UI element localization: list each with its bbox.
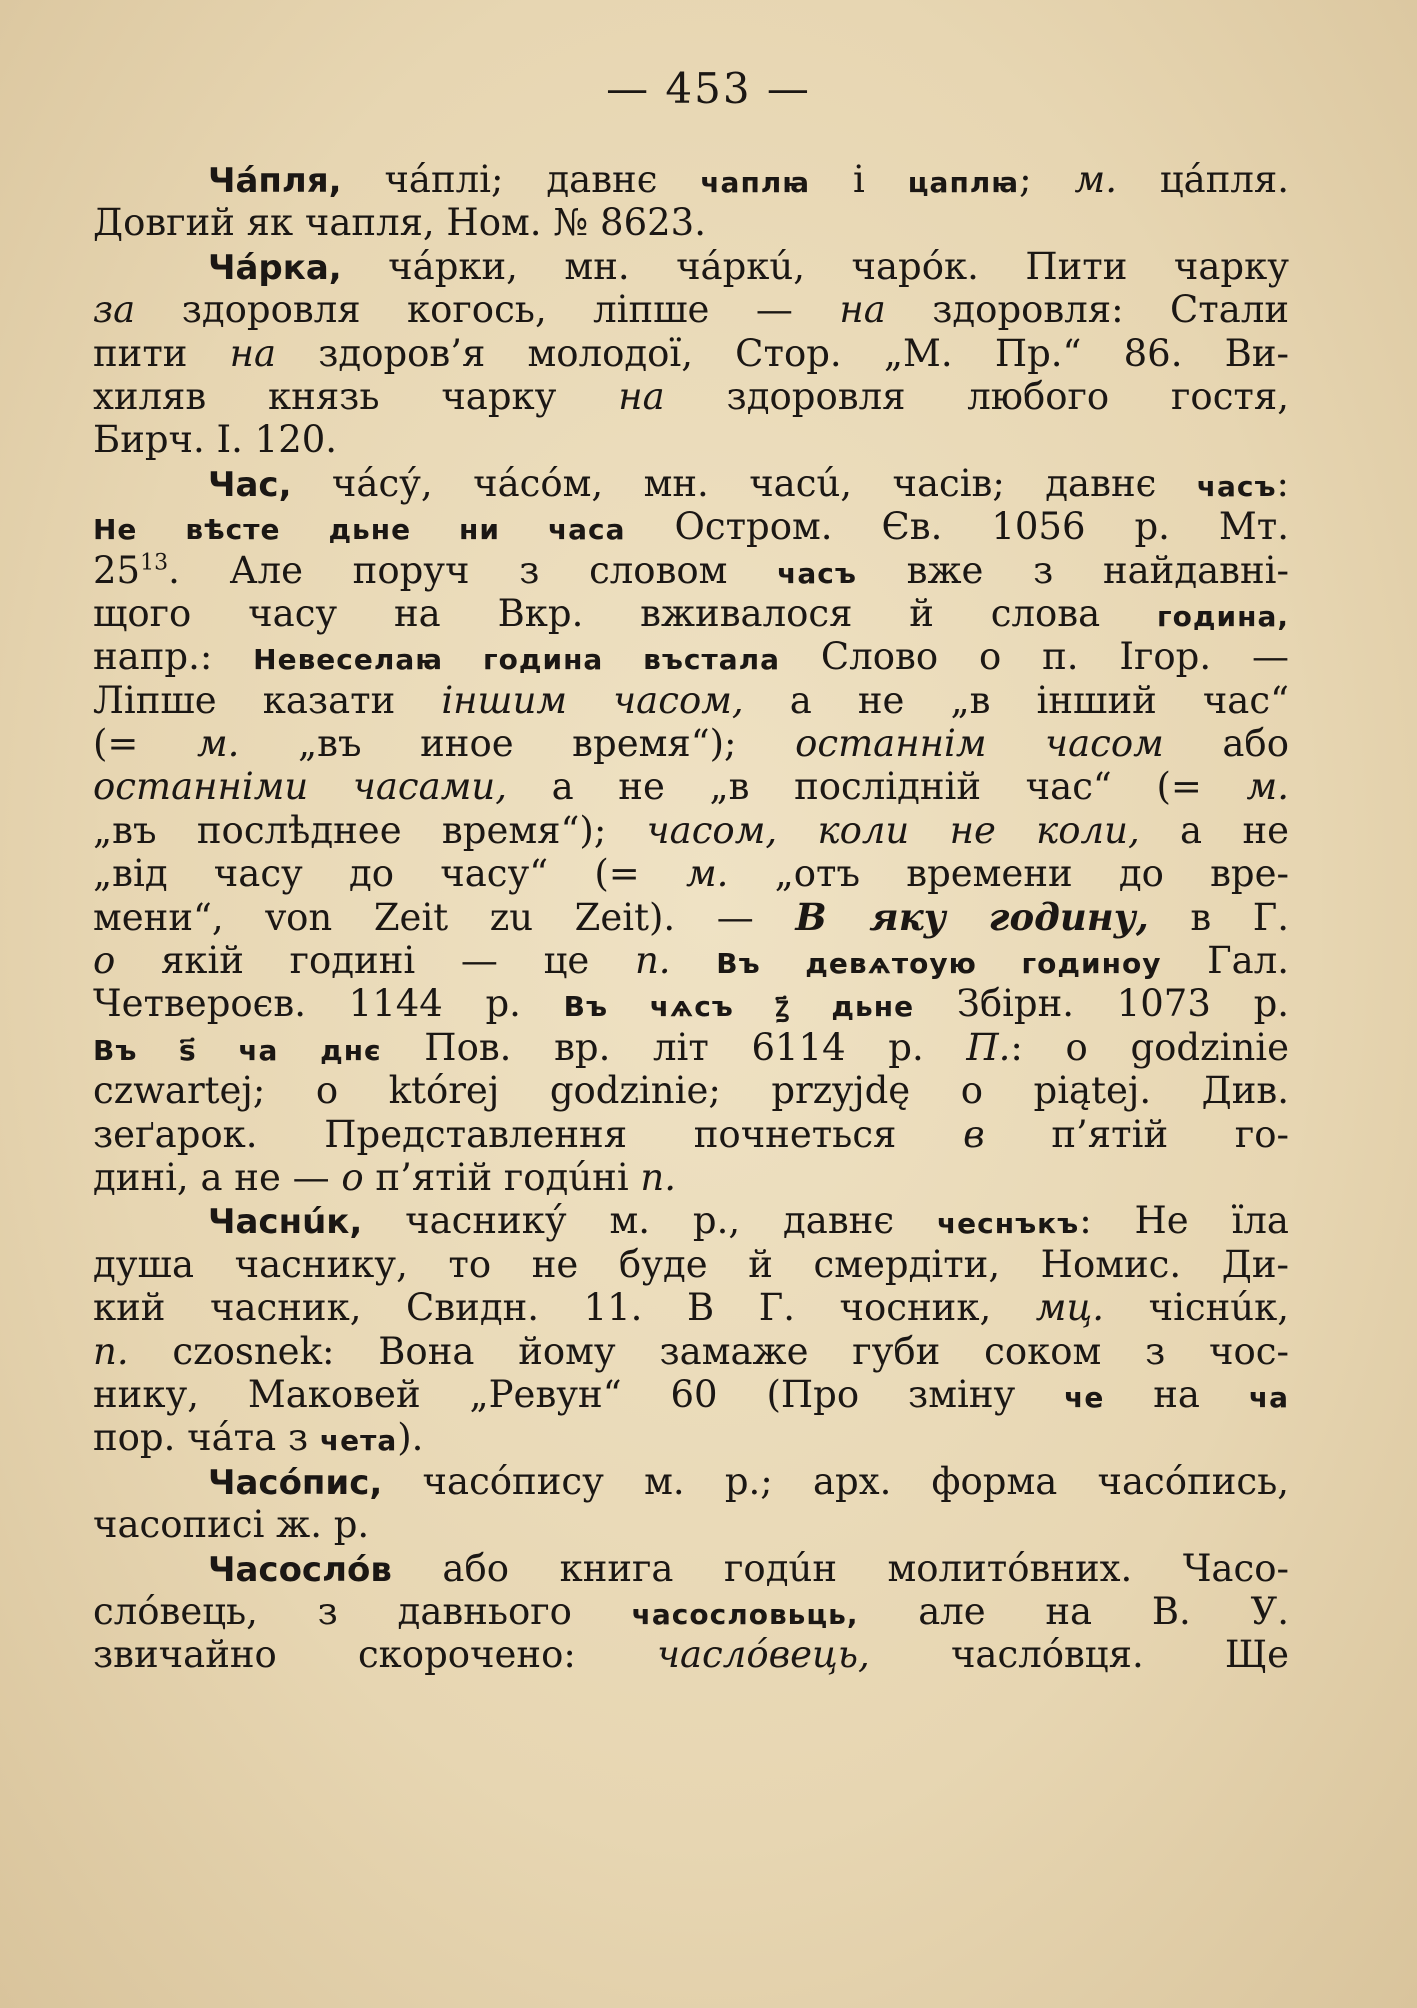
slavonic-word: цаплꙗ [907,166,1020,199]
entry-chas-line-10: „від часу до часу“ (= м. „отъ времени до вре- [93,852,1289,896]
entry-chas-line-3: $25^{13}$. Але поруч з словом часъ вже з найдавні- [93,548,1289,592]
entry-chas-line-4: щого часу на Вкр. вживалося й слова година, [93,591,1289,635]
entry-charka-line-1: Чáрка, чáрки, мн. чáркú, чарóк. Пити чарку [208,244,1289,288]
entry-chas-line-9: „въ послѣднее время“); часом, коли не коли, а не [93,808,1289,852]
entry-charka-line-3: пити на здоров’я молодої, Стор. „М. Пр.“ 86. Ви- [93,331,1289,375]
headword-charka: Чáрка, [208,247,342,288]
entry-chas-line-14: Въ ѕ҃ ча днє Пов. вр. літ 6114 р. П.: o godzinie [93,1025,1289,1069]
entry-chasoslov-line-1: Часослóв або книга годúн молитóвних. Часо- [208,1546,1289,1590]
slavonic-word: ча [1248,1380,1289,1414]
entry-chas-line-11: мени“, von Zeit zu Zeit). — В яку годину, в Г. [93,895,1289,939]
entry-chasoslov-line-2: слóвець, з давнього часословьць, але на В. У. [93,1589,1289,1633]
entry-chasnyk-line-1: Часнúк, часнику́ м. р., давнє чеснъкъ: Не їла [208,1199,1289,1243]
slavonic-quote: Въ девѧтоую годиноу [716,947,1162,981]
page-number: — 453 — [606,64,811,113]
entry-charka-line-5: Бирч. I. 120. [93,418,338,462]
entry-chas-line-1: Час, чáсу́, чáсóм, мн. часú, часів; давнє часъ: [208,461,1289,505]
entry-chas-line-5: напр.: Невеселаꙗ година въстала Слово о п. Ігор. — [93,635,1289,679]
slavonic-word: чаплꙗ [700,166,811,199]
entry-chas-line-16: зеґарок. Представлення почнеться в п’ятій го- [93,1112,1289,1156]
slavonic-word: часъ [1196,469,1277,503]
entry-chas-line-15: czwartej; o której godzinie; przyjdę o piątej. Див. [93,1069,1289,1113]
slavonic-word: часъ [777,556,857,590]
entry-chaplia-line-1: Чáпля, чáплі; давнє чаплꙗ і цаплꙗ; м. цáпля. [208,158,1289,201]
entry-charka-line-2: за здоровля когось, ліпше — на здоровля: Стали [93,288,1289,332]
dictionary-text [93,158,1289,1677]
entry-chas-line-2: Не вѣсте дьне ни часа Остром. Єв. 1056 р. Мт. [93,505,1289,549]
slavonic-word: часословьць, [631,1597,859,1631]
entry-chas-line-7: (= м. „въ иное время“); останнім часом або [93,722,1289,766]
headword-chasoslov: Часослóв [208,1549,392,1590]
entry-chasnyk-line-4: п. czosnek: Вона йому замаже губи соком з чос- [93,1329,1289,1373]
entry-charka-line-4: хиляв князь чарку на здоровля любого гостя, [93,374,1289,418]
entry-chasopys-line-1: Часóпис, часóпису м. р.; арх. форма часóпись, [208,1459,1289,1503]
entry-chas-line-6: Ліпше казати іншим часом, а не „в інший час“ [93,678,1289,722]
entry-chasnyk-line-6: пор. чáта з чета). [93,1416,424,1460]
slavonic-word: че [1064,1380,1105,1414]
slavonic-quote: Невеселаꙗ година въстала [253,643,781,677]
entry-chasnyk-line-2: душа часнику, то не буде й смердіти, Номис. Ди- [93,1242,1289,1286]
slavonic-word: чеснъкъ [936,1207,1080,1241]
entry-chas-line-12: о якій годині — це п. Въ девѧтоую годиноу Гал. [93,939,1289,983]
headword-chaplia: Чáпля, [208,161,342,201]
entry-chas-line-13: Четвероєв. 1144 р. Въ чѧсъ ꙁ҃ дьне Збірн. 1073 р. [93,982,1289,1026]
entry-chasopys-line-2: часописі ж. р. [93,1503,370,1547]
headword-chas: Час, [208,464,292,505]
slavonic-word: година, [1157,599,1289,633]
entry-chasoslov-line-3: звичайно скорочено: часлóвець, часлóвця. Ще [93,1633,1289,1677]
entry-chasnyk-line-5: нику, Маковей „Ревун“ 60 (Про зміну че на ча [93,1372,1289,1416]
slavonic-word: чета [319,1424,398,1458]
entry-chas-line-8: останніми часами, а не „в послідній час“ (= м. [93,765,1289,809]
slavonic-quote: Не вѣсте дьне ни часа [93,513,626,547]
headword-chasopys: Часóпис, [208,1462,383,1503]
entry-chaplia-line-2: Довгий як чапля, Ном. № 8623. [93,201,706,245]
slavonic-quote: Въ чѧсъ ꙁ҃ дьне [563,990,915,1024]
slavonic-quote: Въ ѕ҃ ча [93,1033,279,1067]
entry-chas-line-17: дині, а не — о п’ятій годúні п. [93,1155,677,1199]
entry-chasnyk-line-3: кий часник, Свидн. 11. В Г. чосник, мц. чіснúк, [93,1286,1289,1330]
headword-chasnyk: Часнúк, [208,1202,363,1243]
